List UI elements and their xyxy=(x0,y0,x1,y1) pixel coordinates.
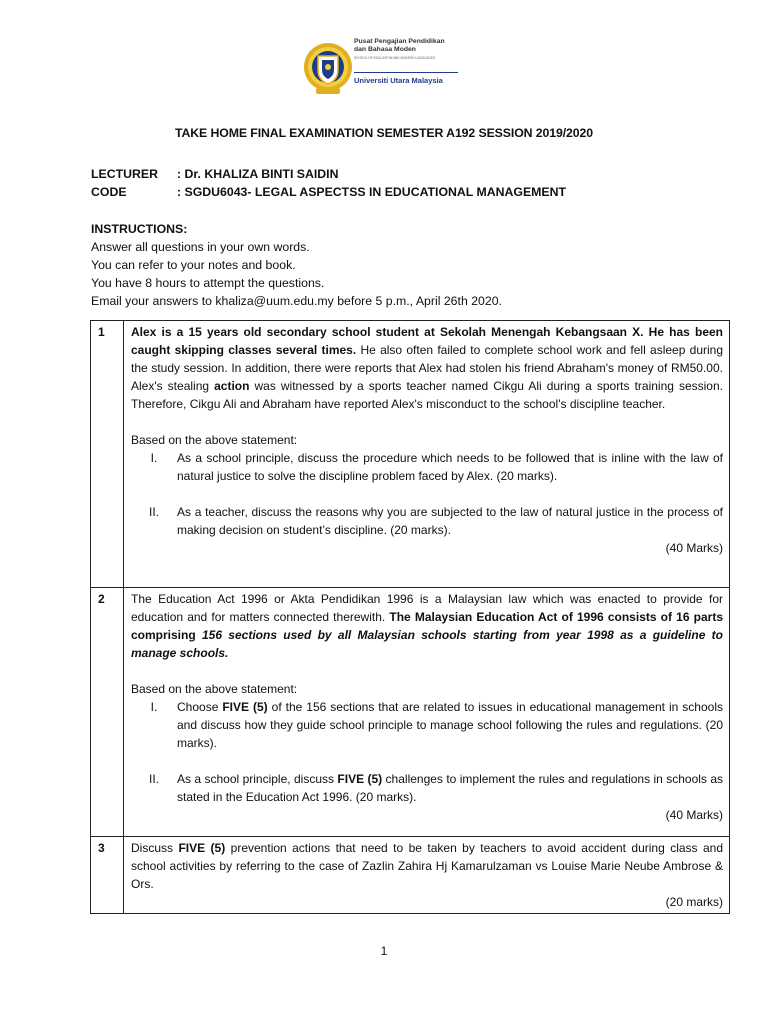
question-number: 2 xyxy=(91,588,124,837)
sub-question-text xyxy=(177,698,723,752)
lecturer-line xyxy=(91,167,338,181)
sub-question xyxy=(131,449,723,485)
logo-line-1: Pusat Pengajian Pendidikan xyxy=(354,38,445,45)
question-text: was witnessed by a sports teacher named Cikgu Ali during a sports training session. Therefore, Cikgu Ali and Abraham have reported Alex's misconduct to the school's discipline teacher. xyxy=(131,379,723,411)
logo-text xyxy=(354,38,466,85)
logo-divider xyxy=(354,72,458,73)
question-lead: Based on the above statement: xyxy=(131,433,298,447)
question-paragraph xyxy=(131,590,723,662)
question-text-bold: action xyxy=(214,379,250,393)
page-number: 1 xyxy=(380,944,388,958)
lecturer-label: LECTURER xyxy=(91,167,158,181)
instruction-line: Email your answers to khaliza@uum.edu.my before 5 p.m., April 26th 2020. xyxy=(91,294,502,308)
question-number: 1 xyxy=(91,321,124,588)
sub-question xyxy=(131,770,723,806)
sub-question xyxy=(131,698,723,752)
question-content xyxy=(124,321,730,588)
sub-question-text-part: of the 156 sections that are related to issues in educational management in schools and discuss how they guide school principle to manage school following the rules and regulations. (20 marks). xyxy=(177,700,723,750)
question-marks: (40 Marks) xyxy=(665,541,723,555)
question-paragraph xyxy=(131,323,723,413)
university-crest-icon xyxy=(302,34,354,100)
sub-question-text xyxy=(177,770,723,806)
instructions xyxy=(91,220,751,310)
sub-question-text-part: As a school principle, discuss xyxy=(177,772,338,786)
university-logo xyxy=(302,34,472,104)
code-value: : SGDU6043- LEGAL ASPECTSS IN EDUCATIONAL MANAGEMENT xyxy=(177,185,566,199)
sub-question-text: As a school principle, discuss the procedure which needs to be followed that is inline with the law of natural justice to solve the discipline problem faced by Alex. (20 marks). xyxy=(177,451,723,483)
question-marks: (40 Marks) xyxy=(665,808,723,822)
instruction-line: You can refer to your notes and book. xyxy=(91,258,296,272)
logo-university-name: Universiti Utara Malaysia xyxy=(354,76,443,85)
question-marks: (20 marks) xyxy=(665,895,723,909)
sub-question-text-bold: FIVE (5) xyxy=(222,700,268,714)
question-content xyxy=(124,588,730,837)
lecturer-value: : Dr. KHALIZA BINTI SAIDIN xyxy=(177,167,339,181)
question-number: 3 xyxy=(91,837,124,914)
question-text-bold: The Malaysian Education Act of 1996 consists of 16 parts comprising xyxy=(131,610,723,642)
question-row xyxy=(91,321,730,588)
question-text-bold: Alex is a 15 years old secondary school student at Sekolah Menengah Kebangsaan X. He has been caught skipping classes several times. xyxy=(131,325,723,357)
logo-small-text: SCHOOL OF EDUCATION AND MODERN LANGUAGES xyxy=(354,56,436,60)
instruction-line: You have 8 hours to attempt the questions. xyxy=(91,276,325,290)
sub-question-numeral: I. xyxy=(150,451,158,465)
question-text: Discuss xyxy=(131,841,179,855)
exam-title: TAKE HOME FINAL EXAMINATION SEMESTER A192 SESSION 2019/2020 xyxy=(175,126,593,140)
question-text: prevention actions that need to be taken by teachers to avoid accident during class and school activities by referring to the case of Zazlin Zahira Hj Kamarulzaman vs Louise Marie Neube Ambrose & Ors. xyxy=(131,841,724,891)
question-row xyxy=(91,837,730,914)
sub-question xyxy=(131,503,723,539)
sub-question-text-bold: FIVE (5) xyxy=(337,772,383,786)
logo-line-2: dan Bahasa Moden xyxy=(354,46,416,53)
instructions-heading: INSTRUCTIONS: xyxy=(91,222,188,236)
question-text: The Education Act 1996 or Akta Pendidikan 1996 is a Malaysian law which was enacted to provide for education and for matters connected therewith. xyxy=(131,592,723,624)
sub-question-numeral: I. xyxy=(150,700,158,714)
sub-question-numeral: II. xyxy=(148,505,159,519)
question-content xyxy=(124,837,730,914)
instruction-line: Answer all questions in your own words. xyxy=(91,240,310,254)
code-label: CODE xyxy=(91,185,127,199)
question-text-bold-italic: 156 sections used by all Malaysian schools starting from year 1998 as a guideline to manage schools. xyxy=(131,628,723,660)
question-text: He also often failed to complete school work and fell asleep during the study session. In addition, there were reports that Alex had stolen his friend Abraham's money of RM50.00. Alex's stealing xyxy=(131,343,724,393)
sub-question-text: As a teacher, discuss the reasons why you are subjected to the law of natural justice in the process of making decision on student’s discipline. (20 marks). xyxy=(177,505,723,537)
questions-table xyxy=(90,320,730,914)
sub-question-text-part: Choose xyxy=(177,700,223,714)
question-row xyxy=(91,588,730,837)
code-line xyxy=(91,185,566,199)
sub-question-text-part: challenges to implement the rules and regulations in schools as stated in the Education Act 1996. (20 marks). xyxy=(177,772,724,804)
question-paragraph xyxy=(131,839,723,893)
sub-question-numeral: II. xyxy=(148,772,159,786)
question-lead: Based on the above statement: xyxy=(131,682,298,696)
question-text-bold: FIVE (5) xyxy=(178,841,226,855)
